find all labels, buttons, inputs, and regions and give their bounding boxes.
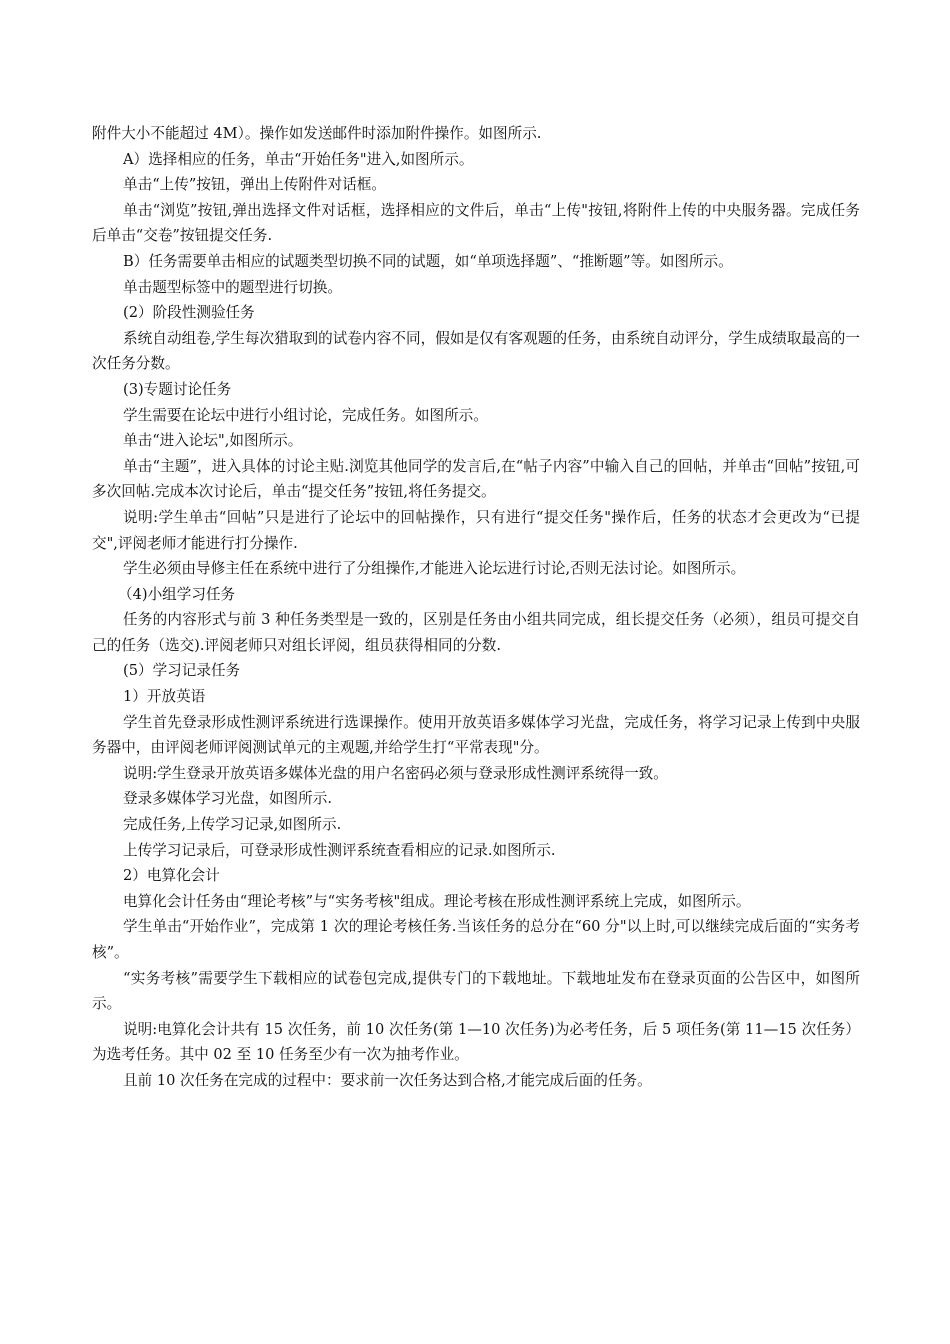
paragraph-forum-discussion: 学生需要在论坛中进行小组讨论，完成任务。如图所示。	[123, 406, 488, 424]
heading-group-study: （4)小组学习任务	[118, 585, 236, 603]
heading-topic-discussion: (3)专题讨论任务	[123, 380, 232, 398]
paragraph-login-disc: 登录多媒体学习光盘，如图所示.	[123, 790, 332, 808]
paragraph-step-b: B）任务需要单击相应的试题类型切换不同的试题，如“单项选择题”、“推断题”等。如图所示。	[123, 252, 733, 270]
heading-stage-test: (2）阶段性测验任务	[123, 304, 255, 322]
paragraph-completion-order: 且前 10 次任务在完成的过程中：要求前一次任务达到合格,才能完成后面的任务。	[123, 1071, 652, 1089]
paragraph-practice-exam: “实务考核”需要学生下载相应的试卷包完成,提供专门的下载地址。下载地址发布在登录页面的公告区中，如图所示。	[92, 969, 860, 1013]
heading-computerized-accounting: 2）电算化会计	[123, 867, 220, 885]
paragraph-attachment-size: 附件大小不能超过 4M）。操作如发送邮件时添加附件操作。如图所示.	[92, 125, 542, 142]
document-body	[92, 121, 860, 1094]
paragraph-group-task: 任务的内容形式与前 3 种任务类型是一致的，区别是任务由小组共同完成，组长提交任务（必须），组员可提交自己的任务（选交).评阅老师只对组长评阅，组员获得相同的分数.	[92, 611, 860, 654]
heading-study-record: (5）学习记录任务	[123, 662, 241, 680]
paragraph-view-record: 上传学习记录后，可登录形成性测评系统查看相应的记录.如图所示.	[123, 841, 556, 859]
paragraph-grouping-required: 学生必须由导修主任在系统中进行了分组操作,才能进入论坛进行讨论,否则无法讨论。如图所示。	[123, 560, 746, 578]
paragraph-enter-forum: 单击“进入论坛",如图所示。	[123, 432, 303, 450]
paragraph-login-note: 说明:学生登录开放英语多媒体光盘的用户名密码必须与登录形成性测评系统得一致。	[123, 764, 668, 782]
paragraph-accounting-components: 电算化会计任务由“理论考核”与“实务考核"组成。理论考核在形成性测评系统上完成，如图所示。	[123, 892, 751, 910]
paragraph-browse-button: 单击“浏览”按钮,弹出选择文件对话框，选择相应的文件后，单击“上传"按钮,将附件上传的中央服务器。完成任务后单击“交卷”按钮提交任务.	[92, 201, 860, 245]
paragraph-open-english-steps: 学生首先登录形成性测评系统进行选课操作。使用开放英语多媒体学习光盘，完成任务，将学习记录上传到中央服务器中，由评阅老师评阅测试单元的主观题,并给学生打“平常表现"分。	[92, 713, 860, 757]
paragraph-reply-note: 说明:学生单击“回帖”只是进行了论坛中的回帖操作，只有进行“提交任务"操作后，任务的状态才会更改为“已提交",评阅老师才能进行打分操作.	[92, 508, 860, 552]
paragraph-auto-paper: 系统自动组卷,学生每次猎取到的试卷内容不同，假如是仅有客观题的任务，由系统自动评分，学生成绩取最高的一次任务分数。	[92, 329, 860, 373]
paragraph-accounting-note: 说明:电算化会计共有 15 次任务，前 10 次任务(第 1—10 次任务)为必考任务，后 5 项任务(第 11—15 次任务）为选考任务。其中 02 至 10 任务至少有一次为抽考作业。	[92, 1020, 860, 1064]
paragraph-switch-question-type: 单击题型标签中的题型进行切换。	[123, 278, 342, 296]
heading-open-english: 1）开放英语	[123, 688, 206, 706]
paragraph-upload-record: 完成任务,上传学习记录,如图所示.	[123, 816, 342, 834]
paragraph-upload-button: 单击“上传”按钮，弹出上传附件对话框。	[123, 176, 387, 194]
paragraph-start-homework: 学生单击“开始作业”，完成第 1 次的理论考核任务.当该任务的总分在“60 分"以上时,可以继续完成后面的“实务考核”。	[92, 918, 860, 961]
paragraph-step-a: A）选择相应的任务，单击“开始任务"进入,如图所示。	[123, 150, 474, 168]
paragraph-topic-reply: 单击“主题”，进入具体的讨论主贴.浏览其他同学的发言后,在“帖子内容”中输入自己的回帖，并单击“回帖”按钮,可多次回帖.完成本次讨论后，单击“提交任务”按钮,将任务提交。	[92, 457, 860, 501]
